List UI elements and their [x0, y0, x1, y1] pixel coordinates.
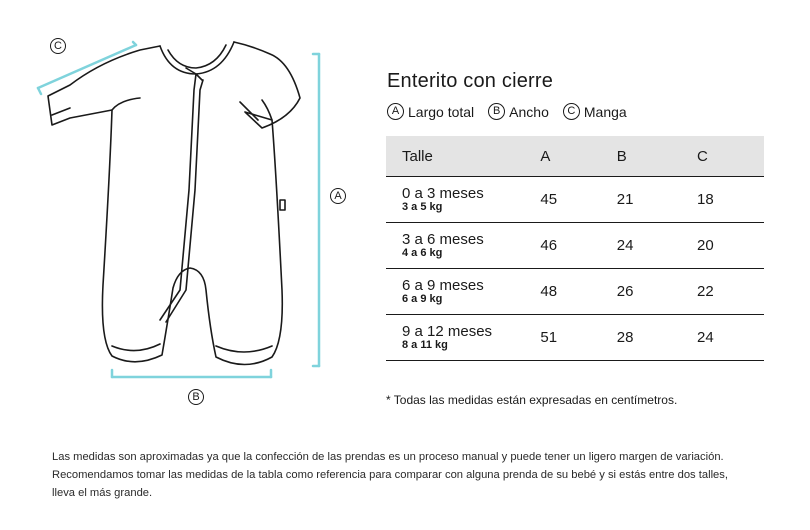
cell-b: 26: [617, 269, 697, 315]
talle-weight: 4 a 6 kg: [402, 247, 443, 259]
legend-letter-c: C: [563, 103, 580, 120]
cell-talle: [386, 269, 540, 315]
legend-item-c: [563, 103, 627, 120]
table-row: [386, 223, 764, 269]
disclaimer-note: Las medidas son aproximadas ya que la confección de las prendas es un proceso manual y puede tener un ligero margen de variación. Recomendamos tomar las medidas de la tabla como referencia para comparar con alguna prenda de su bebé y si estás entre dos talles, lleva el más grande.: [52, 451, 728, 499]
legend-label-c: Manga: [583, 103, 627, 120]
cell-c: 20: [697, 223, 764, 269]
legend-letter-b: B: [488, 103, 505, 120]
cell-talle: [386, 223, 540, 269]
legend-label-a: Largo total: [408, 103, 475, 120]
measure-line-c-cap2: [133, 42, 136, 45]
talle-months: 0 a 3 meses: [402, 185, 484, 202]
sleepsuit-drawing: [0, 0, 360, 420]
dimension-b-label: B: [188, 389, 204, 405]
table-row: [386, 269, 764, 315]
dimension-a-label: A: [330, 188, 346, 204]
page-title: Enterito con cierre: [387, 70, 554, 92]
cell-b: 24: [617, 223, 697, 269]
measure-lines: [38, 42, 319, 377]
legend-item-a: [387, 103, 474, 120]
measure-line-c-cap1: [38, 88, 41, 94]
units-footnote: * Todas las medidas están expresadas en centímetros.: [386, 393, 678, 407]
talle-months: 6 a 9 meses: [402, 277, 484, 294]
legend-label-b: Ancho: [509, 103, 549, 120]
cell-c: 24: [697, 315, 764, 361]
header-b: B: [617, 136, 697, 177]
cell-a: 51: [540, 315, 616, 361]
talle-months: 9 a 12 meses: [402, 323, 493, 340]
header-a: A: [540, 136, 616, 177]
cell-talle: [386, 315, 540, 361]
header-c: C: [697, 136, 764, 177]
measurement-legend: [387, 103, 641, 120]
size-table: [386, 136, 764, 361]
cell-c: 22: [697, 269, 764, 315]
talle-weight: 3 a 5 kg: [402, 201, 443, 213]
legend-item-b: [488, 103, 549, 120]
cell-a: 45: [540, 177, 616, 223]
legend-letter-a: A: [387, 103, 404, 120]
table-row: [386, 315, 764, 361]
header-talle: Talle: [386, 136, 540, 177]
cell-b: 28: [617, 315, 697, 361]
dimension-c-label: C: [50, 38, 66, 54]
talle-weight: 6 a 9 kg: [402, 293, 443, 305]
talle-weight: 8 a 11 kg: [402, 339, 448, 351]
table-row: [386, 177, 764, 223]
table-header-row: [386, 136, 764, 177]
cell-a: 46: [540, 223, 616, 269]
cell-talle: [386, 177, 540, 223]
sleepsuit-outline: [48, 42, 300, 365]
cell-b: 21: [617, 177, 697, 223]
cell-a: 48: [540, 269, 616, 315]
cell-c: 18: [697, 177, 764, 223]
talle-months: 3 a 6 meses: [402, 231, 484, 248]
